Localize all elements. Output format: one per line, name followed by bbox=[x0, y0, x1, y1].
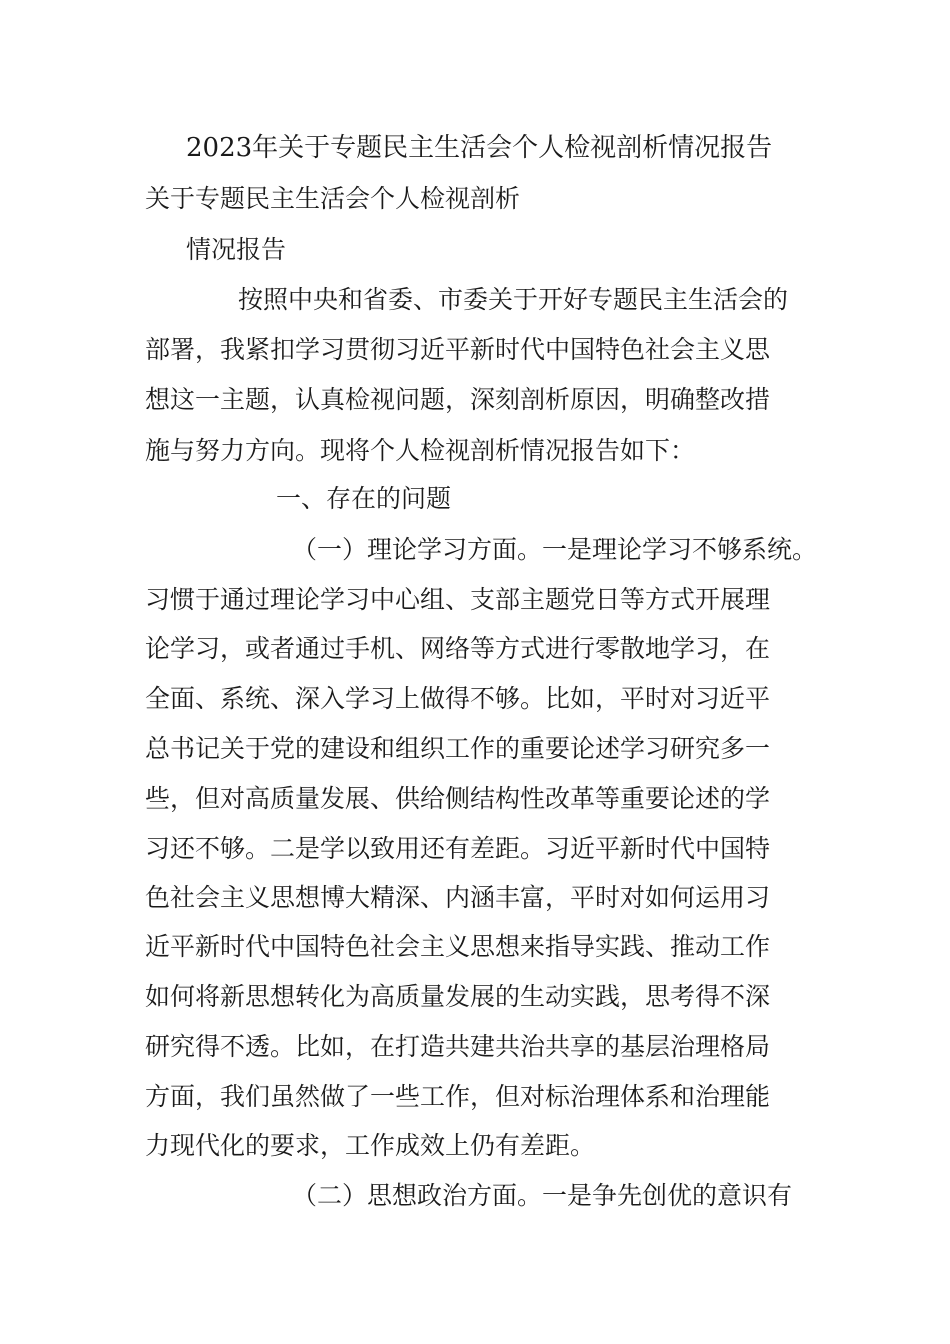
document-subtitle-line-1: 关于专题民主生活会个人检视剖析 bbox=[145, 184, 521, 213]
intro-line: 施与努力方向。现将个人检视剖析情况报告如下： bbox=[145, 436, 696, 465]
paragraph-line: 力现代化的要求，工作成效上仍有差距。 bbox=[145, 1131, 596, 1160]
document-subtitle-line-2: 情况报告 bbox=[186, 235, 287, 264]
paragraph-line: 习还不够。二是学以致用还有差距。习近平新时代中国特 bbox=[145, 834, 771, 863]
paragraph-line: （二）思想政治方面。一是争先创优的意识有 bbox=[292, 1181, 793, 1210]
paragraph-line: 习惯于通过理论学习中心组、支部主题党日等方式开展理 bbox=[145, 585, 771, 614]
paragraph-line: 些，但对高质量发展、供给侧结构性改革等重要论述的学 bbox=[145, 784, 771, 813]
intro-line: 按照中央和省委、市委关于开好专题民主生活会的 bbox=[238, 285, 789, 314]
section-heading: 一、存在的问题 bbox=[276, 484, 452, 513]
paragraph-line: 色社会主义思想博大精深、内涵丰富，平时对如何运用习 bbox=[145, 883, 771, 912]
paragraph-line: 总书记关于党的建设和组织工作的重要论述学习研究多一 bbox=[145, 734, 771, 763]
intro-line: 部署，我紧扣学习贯彻习近平新时代中国特色社会主义思 bbox=[145, 335, 771, 364]
paragraph-line: 如何将新思想转化为高质量发展的生动实践，思考得不深 bbox=[145, 982, 771, 1011]
document-title: 2023年关于专题民主生活会个人检视剖析情况报告 bbox=[186, 133, 773, 163]
paragraph-line: （一）理论学习方面。一是理论学习不够系统。 bbox=[292, 535, 818, 564]
paragraph-line: 研究得不透。比如，在打造共建共治共享的基层治理格局 bbox=[145, 1032, 771, 1061]
intro-line: 想这一主题，认真检视问题，深刻剖析原因，明确整改措 bbox=[145, 385, 771, 414]
paragraph-line: 全面、系统、深入学习上做得不够。比如，平时对习近平 bbox=[145, 684, 771, 713]
paragraph-line: 论学习，或者通过手机、网络等方式进行零散地学习，在 bbox=[145, 634, 771, 663]
paragraph-line: 方面，我们虽然做了一些工作，但对标治理体系和治理能 bbox=[145, 1082, 771, 1111]
paragraph-line: 近平新时代中国特色社会主义思想来指导实践、推动工作 bbox=[145, 932, 771, 961]
